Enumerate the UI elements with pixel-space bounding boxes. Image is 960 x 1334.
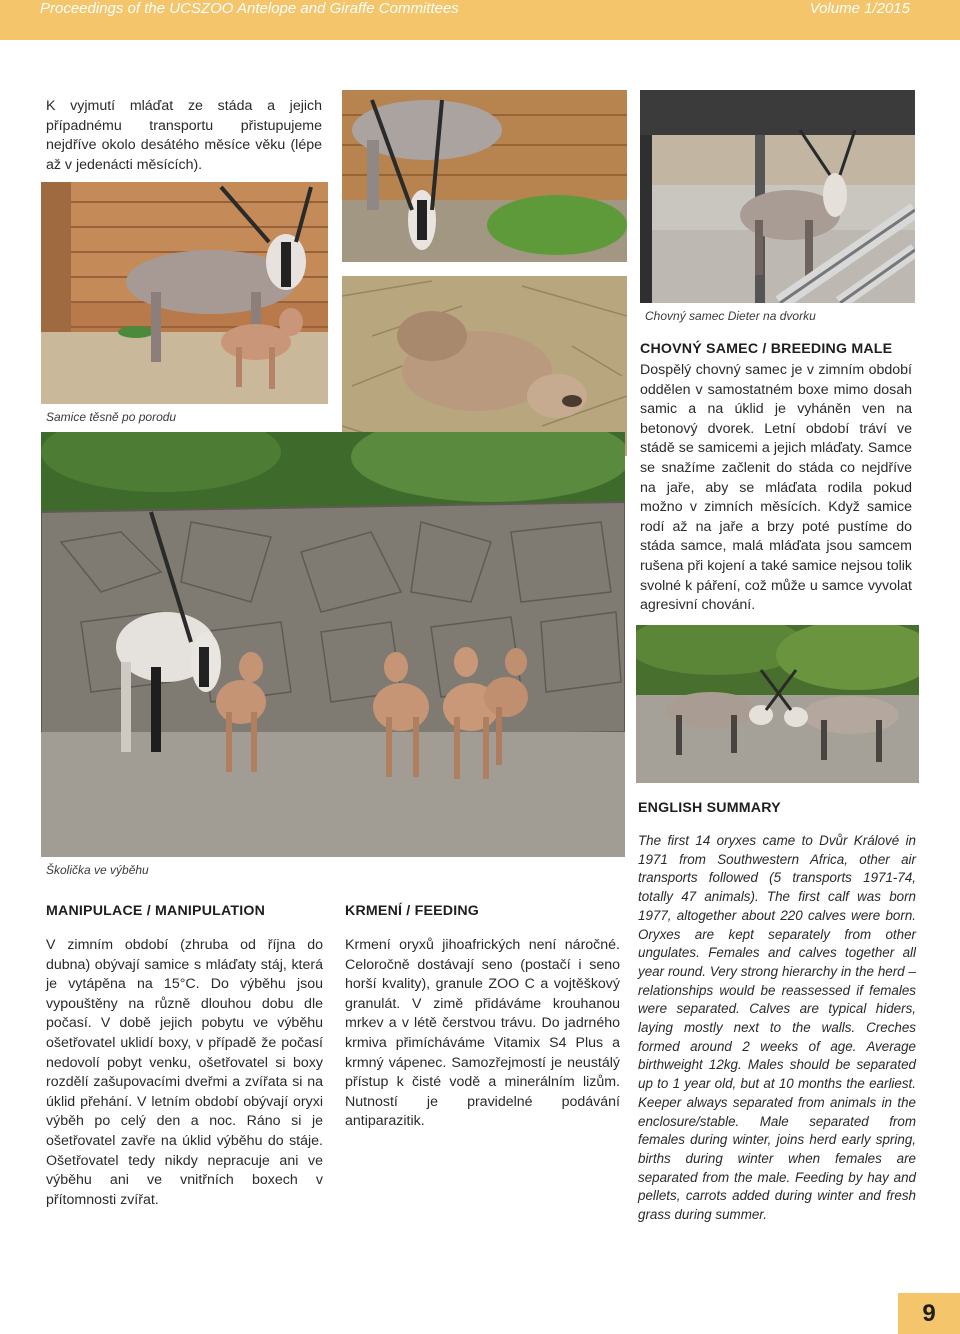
photo-fighting-males	[636, 625, 919, 783]
header-title: Proceedings of the UCSZOO Antelope and Giraffe Committees	[40, 0, 459, 17]
intro-text: K vyjmutí mláďat ze stáda a jejich případnému transportu přistupujeme nejdříve okolo desátého měsíce věku (lépe až v jedenácti měsících).	[46, 98, 322, 173]
photo-breeding-male	[640, 90, 915, 303]
feeding-text: Krmení oryxů jihoafrických není náročné. Celoročně dostávají seno (postačí i seno horší kvality), granule ZOO C a vojtěškový granulát. V zimě přidáváme krouhanou mrkev a v létě čerstvou trávu. Do jadrného krmiva přimícháváme Vitamix S4 Plus a krmný vápenec. Samozřejmostí je neustálý přístup k čisté vodě a minerálním lizům. Nutností je pravidelné podávání antiparazitik.	[345, 937, 620, 1130]
manipulation-paragraph	[46, 936, 323, 1210]
manipulation-text: V zimním období (zhruba od října do dubna) obývají samice s mláďaty stáj, která je vytápěna na 15°C. Do výběhu jsou vypouštěny na různě dlouhou dobu dle počasí. V době jejich pobytu ve výběhu ošetřovatel uklidí boxy, v případě že počasí nedovolí pobyt venku, ošetřovatel si boxy rozdělí zašupovacími dveřmi a zvířata si na úklid přehání. V letním období obývají oryxi výběh po celý den a noc. Ráno si je ošetřovatel zavře na úklid výběhu do stáje. Ošetřovatel tedy nikdy nepracuje ani ve výběhu ani ve vnitřních boxech v přítomnosti zvířat.	[46, 937, 323, 1208]
photo-female-after-birth	[41, 182, 328, 404]
page-number-box	[898, 1293, 960, 1334]
feeding-paragraph	[345, 936, 620, 1132]
photo-calf-in-hay	[342, 276, 627, 456]
breeding-male-paragraph	[640, 361, 912, 616]
photo-nursery	[41, 432, 625, 857]
photo-oryx-in-box	[342, 90, 627, 262]
caption-breeding-male: Chovný samec Dieter na dvorku	[645, 309, 816, 323]
english-summary-paragraph	[638, 832, 916, 1225]
heading-manipulation: MANIPULACE / MANIPULATION	[46, 903, 266, 919]
breeding-male-text: Dospělý chovný samec je v zimním období oddělen v samostatném boxe mimo dosah samic a na úklid je vyháněn ven na betonový dvorek. Letní období tráví ve stádě se samicemi a jejich mláďaty. Samce se snažíme začlenit do stáda co nejdříve na jaře, aby se mláďata rodila pokud možno v zimních měsících. Když samice rodí až na jaře a brzy poté pustíme do stáda samce, malá mláďata jsou samcem rušena při kojení a také samice nejsou tolik svolné k páření, což může u samce vyvolat agresivní chování.	[640, 362, 912, 614]
caption-nursery: Školička ve výběhu	[46, 863, 149, 877]
heading-breeding-male: CHOVNÝ SAMEC / BREEDING MALE	[640, 341, 893, 357]
heading-feeding: KRMENÍ / FEEDING	[345, 903, 480, 919]
english-summary-text: The first 14 oryxes came to Dvůr Králové in 1971 from Southwestern Africa, other air transports followed (5 transports 1971-74, totally 47 animals). The first calf was born 1977, altogether about 220 calves were born. Oryxes are kept separately from other ungulates. Females and calves together all year round. Very strong hierarchy in the herd – relationships would be reassessed if females were separated. Calves are typical hiders, laying mostly next to the walls. Creches formed around 2 weeks of age. Average birthweight 12kg. Males should be separated up to 1 year old, but at 10 months the earliest. Keeper always separated from animals in the enclosure/stable. Male separated from females during winter, joins herd early spring, births during winter when females are separated from the male. Feeding by hay and pellets, carrots added during winter and fresh grass during summer.	[638, 833, 916, 1223]
page-number: 9	[922, 1300, 936, 1327]
heading-english-summary: ENGLISH SUMMARY	[638, 800, 781, 816]
header-volume: Volume 1/2015	[809, 0, 910, 17]
intro-paragraph	[46, 97, 322, 175]
caption-female-after-birth: Samice těsně po porodu	[46, 410, 177, 424]
